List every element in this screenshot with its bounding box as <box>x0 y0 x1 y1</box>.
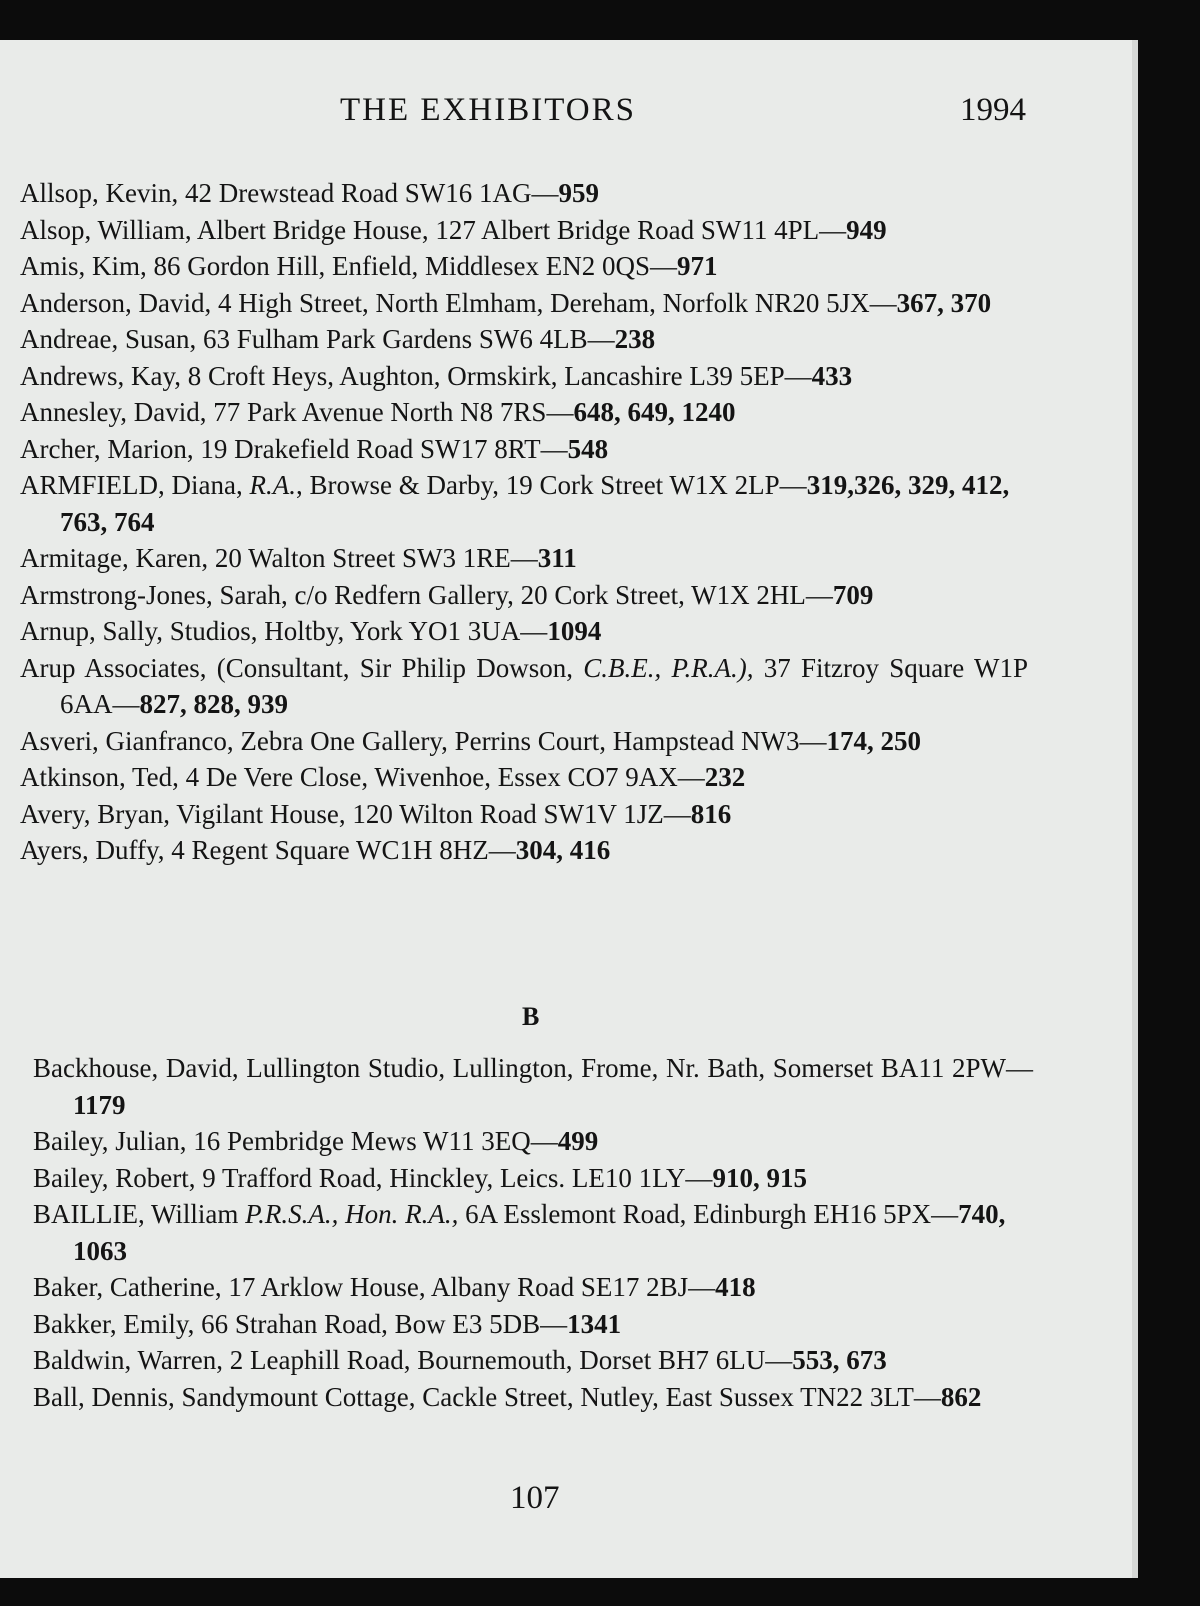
book-page <box>0 40 1138 1578</box>
list-item: Bakker, Emily, 66 Strahan Road, Bow E3 5DB—1341 <box>33 1308 622 1339</box>
list-item: Atkinson, Ted, 4 De Vere Close, Wivenhoe, Essex CO7 9AX—232 <box>20 762 746 792</box>
list-item: Ball, Dennis, Sandymount Cottage, Cackle Street, Nutley, East Sussex TN22 3LT—862 <box>33 1381 982 1412</box>
exhibitor-list-a <box>20 175 1028 869</box>
list-item: Armstrong-Jones, Sarah, c/o Redfern Gallery, 20 Cork Street, W1X 2HL—709 <box>20 579 874 610</box>
page-number: 107 <box>510 1480 560 1516</box>
list-item: Andreae, Susan, 63 Fulham Park Gardens SW6 4LB—238 <box>20 324 656 354</box>
list-item: Arnup, Sally, Studios, Holtby, York YO1 3UA—1094 <box>20 616 602 646</box>
list-item: Andrews, Kay, 8 Croft Heys, Aughton, Ormskirk, Lancashire L39 5EP—433 <box>20 360 853 391</box>
list-item: ARMFIELD, Diana, R.A., Browse & Darby, 19 Cork Street W1X 2LP—319,326, 329, 412, 763, 764 <box>20 470 1010 537</box>
list-item: Arup Associates, (Consultant, Sir Philip Dowson, C.B.E., P.R.A.), 37 Fitzroy Square W1P 6AA—827, 828, 939 <box>20 652 1029 719</box>
list-item: Bailey, Julian, 16 Pembridge Mews W11 3EQ—499 <box>33 1126 599 1156</box>
list-item: Baker, Catherine, 17 Arklow House, Albany Road SE17 2BJ—418 <box>33 1272 756 1302</box>
list-item: Allsop, Kevin, 42 Drewstead Road SW16 1AG—959 <box>20 178 599 208</box>
list-item: Armitage, Karen, 20 Walton Street SW3 1RE—311 <box>20 543 577 573</box>
list-item: Asveri, Gianfranco, Zebra One Gallery, Perrins Court, Hampstead NW3—174, 250 <box>20 725 921 756</box>
list-item: Anderson, David, 4 High Street, North Elmham, Dereham, Norfolk NR20 5JX—367, 370 <box>20 287 992 318</box>
page-year: 1994 <box>960 92 1026 128</box>
list-item: Ayers, Duffy, 4 Regent Square WC1H 8HZ—304, 416 <box>20 835 611 865</box>
list-item: Archer, Marion, 19 Drakefield Road SW17 8RT—548 <box>20 433 609 464</box>
exhibitor-list-b <box>33 1050 1033 1415</box>
list-item: BAILLIE, William P.R.S.A., Hon. R.A., 6A Esslemont Road, Edinburgh EH16 5PX—740, 1063 <box>33 1199 1006 1266</box>
list-item: Bailey, Robert, 9 Trafford Road, Hinckley, Leics. LE10 1LY—910, 915 <box>33 1162 807 1193</box>
list-item: Backhouse, David, Lullington Studio, Lullington, Frome, Nr. Bath, Somerset BA11 2PW—1179 <box>33 1053 1034 1120</box>
section-heading-b: B <box>522 1002 540 1031</box>
list-item: Amis, Kim, 86 Gordon Hill, Enfield, Middlesex EN2 0QS—971 <box>20 251 718 281</box>
list-item: Annesley, David, 77 Park Avenue North N8 7RS—648, 649, 1240 <box>20 397 736 427</box>
list-item: Avery, Bryan, Vigilant House, 120 Wilton Road SW1V 1JZ—816 <box>20 798 732 829</box>
page-title: THE EXHIBITORS <box>340 92 636 128</box>
list-item: Baldwin, Warren, 2 Leaphill Road, Bournemouth, Dorset BH7 6LU—553, 673 <box>33 1345 887 1375</box>
list-item: Alsop, William, Albert Bridge House, 127 Albert Bridge Road SW11 4PL—949 <box>20 214 887 245</box>
